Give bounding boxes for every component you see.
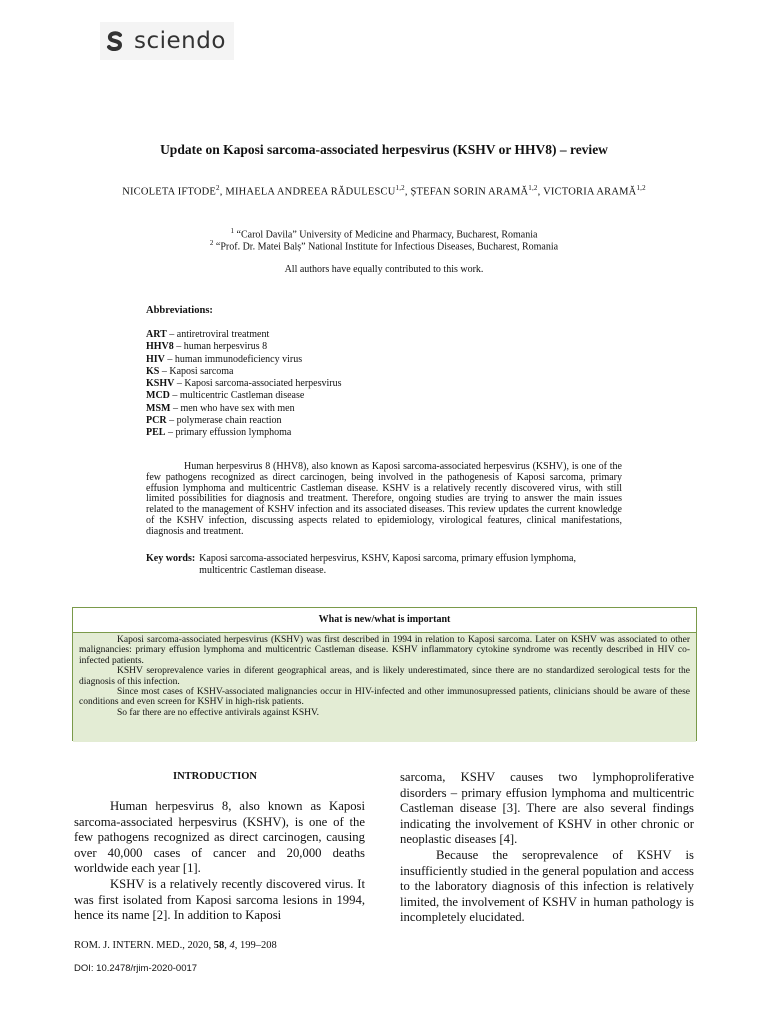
body-paragraph: Human herpesvirus 8, also known as Kaposi sarcoma-associated herpesvirus (KSHV), is one of the few pathogens recognized as direct carcinogen, causing over 40,000 cases of cancer and 20,000 deaths worldwide each year [1]. (74, 799, 365, 876)
abbreviation-term: KSHV (146, 378, 175, 390)
abbreviation-definition: – men who have sex with men (170, 402, 295, 414)
highlight-paragraph: Since most cases of KSHV-associated malignancies occur in HIV-infected and other immunosupressed patients, clinicians should be aware of these conditions and even screen for KSHV in high-risk patients. (79, 687, 690, 708)
contribution-note: All authors have equally contributed to this work. (284, 264, 484, 275)
abbreviation-item (146, 390, 342, 402)
abbreviation-item (146, 329, 342, 341)
highlight-paragraph: KSHV seroprevalence varies in diferent geographical areas, and is likely underestimated, since there are no standardized serological tests for the diagnosis of this infection. (79, 666, 690, 687)
journal-name-year: ROM. J. INTERN. MED., 2020, (74, 940, 214, 951)
logo-text: sciendo (134, 28, 226, 54)
author-name: ȘTEFAN SORIN ARAMĂ (410, 186, 529, 198)
abbreviations-heading: Abbreviations: (146, 305, 213, 316)
author-affiliation-mark: 2 (216, 184, 220, 192)
highlight-box-body (73, 633, 696, 742)
author-affiliation-mark: 1,2 (395, 184, 405, 192)
body-paragraph: Because the seroprevalence of KSHV is insufficiently studied in the general population and access to the laboratory diagnosis of this infection is relatively limited, the involvement of KSHV in human pathology is incompletely elucidated. (400, 847, 694, 925)
body-column-left (74, 799, 365, 924)
journal-issue: 4 (229, 940, 235, 951)
abbreviation-item (146, 415, 342, 427)
keywords-text: Kaposi sarcoma-associated herpesvirus, KSHV, Kaposi sarcoma, primary effusion lymphoma, multicentric Castleman disease. (199, 553, 576, 576)
affiliation-text: “Prof. Dr. Matei Balș” National Institute for Infectious Diseases, Bucharest, Romania (215, 241, 559, 253)
highlight-box-heading: What is new/what is important (73, 608, 696, 633)
abbreviation-term: ART (146, 329, 167, 340)
sciendo-logo-icon (104, 30, 126, 52)
abbreviation-definition: – antiretroviral treatment (166, 329, 270, 340)
journal-pages: , 199–208 (234, 940, 277, 951)
abstract: Human herpesvirus 8 (HHV8), also known as Kaposi sarcoma-associated herpesvirus (KSHV), is one of the few pathogens recognized as direct carcinogen, being involved in the pathogenesis of Kaposi sarcoma, primary effusion lymphoma and multicentric Castleman disease. KSHV is a relatively recently discovered virus, with still limited possibilities for diagnosis and treatment. Therefore, ongoing studies are trying to answer the main issues related to the management of KSHV infection and its associated diseases. This review updates the current knowledge of the KSHV infection, discussing aspects related to epidemiology, virological features, clinical manifestations, diagnosis and treatment. (146, 461, 622, 537)
publisher-logo (100, 22, 234, 60)
abbreviation-definition: – human immunodeficiency virus (164, 353, 303, 365)
abbreviation-definition: – Kaposi sarcoma (159, 365, 234, 377)
abbreviations-list (146, 329, 342, 440)
author-name: MIHAELA ANDREEA RĂDULESCU (225, 186, 396, 198)
abbreviation-term: HHV8 (146, 341, 174, 353)
author-name: NICOLETA IFTODE (122, 186, 217, 198)
affiliation-mark: 1 (230, 227, 235, 235)
body-column-right (400, 770, 694, 926)
abbreviation-item (146, 403, 342, 415)
abbreviation-term: HIV (146, 353, 165, 365)
article-title: Update on Kaposi sarcoma-associated herpesvirus (KSHV or HHV8) – review (160, 142, 608, 157)
abbreviation-definition: – multicentric Castleman disease (169, 390, 305, 402)
journal-separator: , (224, 940, 230, 951)
affiliation-text: “Carol Davila” University of Medicine and Pharmacy, Bucharest, Romania (236, 229, 538, 241)
body-paragraph: KSHV is a relatively recently discovered virus. It was first isolated from Kaposi sarcoma lesions in 1994, hence its name [2]. In addition to Kaposi (74, 876, 365, 923)
abbreviation-term: KS (146, 365, 160, 377)
doi: DOI: 10.2478/rjim-2020-0017 (74, 963, 198, 974)
journal-citation (74, 940, 277, 951)
author-affiliation-mark: 1,2 (528, 184, 538, 192)
abbreviation-item (146, 354, 342, 366)
highlight-paragraph: Kaposi sarcoma-associated herpesvirus (KSHV) was first described in 1994 in relation to Kaposi sarcoma. Later on KSHV was associated to other malignancies: primary effusion lymphoma and multicentric Castleman disease. KSHV inflammatory cytokine syndrome was recently described in HIV co-infected patients. (79, 635, 690, 666)
abbreviation-item (146, 366, 342, 378)
abbreviation-definition: – human herpesvirus 8 (173, 341, 268, 353)
highlight-paragraph: So far there are no effective antivirals against KSHV. (117, 707, 319, 718)
abbreviation-term: MSM (146, 402, 171, 414)
keywords (146, 553, 622, 576)
abbreviation-definition: – Kaposi sarcoma-associated herpesvirus (174, 378, 342, 390)
section-heading-introduction: INTRODUCTION (173, 771, 258, 782)
abbreviation-definition: – primary effussion lymphoma (165, 427, 292, 439)
highlight-box (72, 607, 697, 741)
abbreviation-item (146, 341, 342, 353)
affiliation (0, 239, 768, 252)
abbreviation-term: MCD (146, 390, 170, 402)
journal-volume: 58 (213, 940, 225, 951)
author-list: NICOLETA IFTODE$^2$, MIHAELA ANDREEA RĂDULESCU$^{1,2}$, ȘTEFAN SORIN ARAMĂ$^{1,2}$, VICTORIA ARAMĂ$^{1,2}$ (122, 184, 646, 198)
affiliation-mark: 2 (209, 239, 214, 247)
body-paragraph-continued: sarcoma, KSHV causes two lymphoproliferative disorders – primary effusion lymphoma and multicentric Castleman disease [3]. There are also several findings indicating the involvement of KSHV in other chronic or neoplastic diseases [4]. (400, 770, 694, 847)
abbreviation-term: PCR (146, 415, 167, 427)
abbreviation-item (146, 378, 342, 390)
abbreviation-term: PEL (146, 427, 166, 439)
keywords-label: Key words: (146, 553, 196, 564)
author-affiliation-mark: 1,2 (636, 184, 646, 192)
abbreviation-item (146, 427, 342, 439)
abbreviation-definition: – polymerase chain reaction (166, 415, 282, 427)
author-name: VICTORIA ARAMĂ (543, 186, 637, 198)
